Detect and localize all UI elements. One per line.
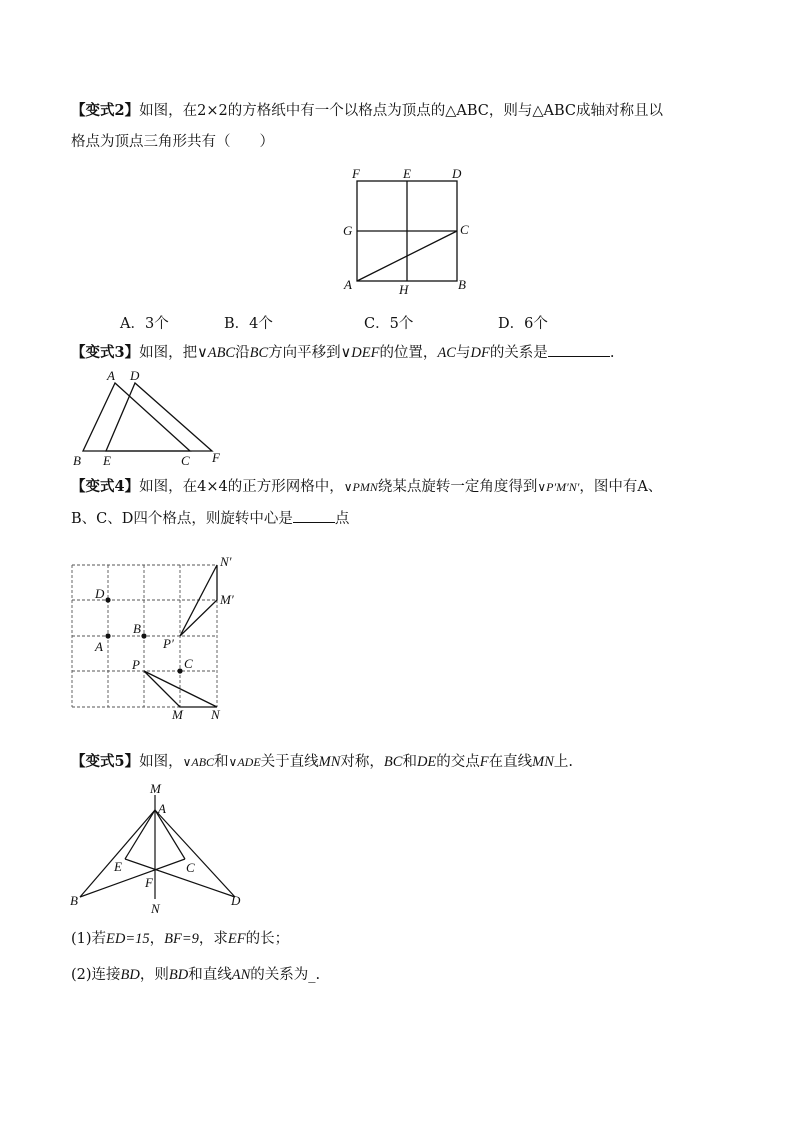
v5-symmetry-figure [68,782,258,917]
v5-q2-then: ，则 [139,967,169,983]
v5-q1-suffix: 的长； [245,931,290,947]
v5-tag: 【变式5】 [71,753,140,770]
v3-segment-ac: AC [437,345,456,361]
v5-q1-bf: BF=9 [164,931,199,947]
v5-text2: 和 [214,754,229,770]
v3-label-c: C [181,453,190,468]
v4-grid-figure [60,555,250,725]
v5-line-mn-2: MN [532,754,554,770]
v5-segment-ac [155,810,185,859]
v4-text4: B、C、D四个格点，则旋转中心是 [71,511,293,527]
v5-label-e: E [114,859,122,874]
v4-triangle-pmn-prime-shape [180,565,217,636]
v2-option-d[interactable]: D．6个 [498,316,548,332]
v4-text5: 点 [334,511,350,527]
v4-tag: 【变式4】 [71,478,140,495]
v5-label-n: N [151,901,160,916]
v4-triangle-pmn-shape [144,671,217,707]
v5-label-m: M [150,781,161,796]
v4-point-c [177,668,182,673]
v2-question-line1 [71,101,663,121]
v4-question-line2 [71,508,349,529]
v2-option-c[interactable]: C．5个 [364,316,414,332]
v3-segment-bc: BC [249,345,269,361]
v4-label-d: D [95,586,105,601]
v2-label-d: D [452,166,462,181]
v3-translation-figure [70,368,230,468]
v4-label-p: P [132,657,140,672]
v4-question-line1 [71,477,662,497]
v5-q1-ask: ，求 [198,931,228,947]
v4-point-a [105,633,110,638]
v5-q2-bd2: BD [168,967,189,983]
v3-triangle-def: ∨DEF [340,345,380,361]
v5-triangle-ade: ∨ADE [228,755,261,769]
v2-label-c: C [460,222,469,237]
v3-tag: 【变式3】 [71,344,140,361]
v4-point-b [141,633,146,638]
v4-label-b: B [133,621,141,636]
v3-text1: 如图，把 [139,345,198,361]
v5-text4: 对称， [340,754,384,770]
v2-text1: 如图，在2×2的方格纸中有一个以格点为顶点的△ABC，则与△ABC成轴对称且以 [139,103,663,119]
v2-option-a[interactable]: A．3个 [120,316,169,332]
v3-label-b: B [73,453,81,468]
v3-label-d: D [130,368,140,383]
v3-label-a: A [107,368,115,383]
v4-label-p-prime: P′ [163,636,174,651]
v5-label-f: F [145,875,153,890]
v3-text2: 沿 [235,345,250,361]
v2-tag: 【变式2】 [71,102,140,119]
v5-label-c: C [186,860,195,875]
v5-q2-relation: 的关系为 [250,967,309,983]
v5-text1: 如图， [139,754,183,770]
v3-triangle-def-shape [106,383,212,451]
v2-label-a: A [344,277,352,292]
v3-text4: 的位置， [379,345,438,361]
v5-point-f: F [479,754,489,770]
v5-q1-comma: ， [149,931,165,947]
v3-label-e: E [103,453,111,468]
v5-text5: 和 [402,754,417,770]
v5-segment-de: DE [416,754,437,770]
v3-question-line [71,342,614,363]
v4-label-n-prime: N′ [220,554,232,569]
v4-text2: 绕某点旋转一定角度得到 [377,479,538,495]
v3-text6: 的关系是 [489,345,548,361]
v2-label-f: F [352,166,360,181]
v4-point-d [105,597,110,602]
v5-question-2 [71,965,320,985]
v5-line-mn: MN [318,754,341,770]
v5-q2-prefix: (2)连接 [71,967,121,983]
v5-q2-and-line: 和直线 [188,967,232,983]
v5-text6: 的交点 [436,754,480,770]
v5-segment-ad [155,810,235,897]
v4-label-n: N [211,707,220,722]
v5-q2-blank[interactable]: _. [308,967,321,983]
v4-label-c: C [184,656,193,671]
v4-text3: ，图中有A、 [579,479,663,495]
v4-text1: 如图，在4×4的正方形网格中， [139,479,344,495]
v2-label-g: G [343,223,353,238]
v2-text2: 格点为顶点三角形共有（ ） [71,134,274,150]
v4-label-a: A [95,639,103,654]
v5-segment-ae [125,810,155,859]
v5-segment-ed [125,859,235,897]
v5-text3: 关于直线 [260,754,319,770]
v5-segment-bc: BC [383,754,403,770]
v2-question-line2 [71,132,274,152]
v3-segment-df: DF [470,345,490,361]
v2-label-e: E [403,166,411,181]
v5-text7: 在直线 [488,754,533,770]
v5-q1-prefix: (1)若 [71,931,107,947]
v3-text3: 方向平移到 [268,345,341,361]
v4-label-m-prime: M′ [220,592,234,607]
v4-triangle-pmn: ∨PMN [343,480,378,494]
v5-q1-ef: EF [227,931,246,947]
v5-label-d: D [231,893,241,908]
v4-label-m: M [172,707,183,722]
v2-grid-figure [340,163,480,298]
v3-answer-blank[interactable] [548,342,610,357]
v5-question-1 [71,929,289,949]
v5-text8: 上. [553,754,573,770]
v3-end: . [609,345,615,361]
v2-label-h: H [399,282,409,297]
v2-label-b: B [458,277,466,292]
v5-label-b: B [70,893,78,908]
v3-triangle-abc: ∨ABC [197,345,236,361]
v3-text5: 与 [455,345,471,361]
v5-q1-ed: ED=15 [106,931,150,947]
v3-label-f: F [212,450,220,465]
v5-label-a: A [158,801,166,816]
v2-option-b[interactable]: B．4个 [224,316,273,332]
v5-question-line [71,752,573,772]
v5-triangle-abc: ∨ABC [182,755,215,769]
v5-q2-an: AN [231,967,251,983]
v5-q2-bd: BD [120,967,140,983]
v4-answer-blank[interactable] [293,508,335,523]
v4-triangle-pmn-prime: ∨P′M′N′ [537,480,580,494]
